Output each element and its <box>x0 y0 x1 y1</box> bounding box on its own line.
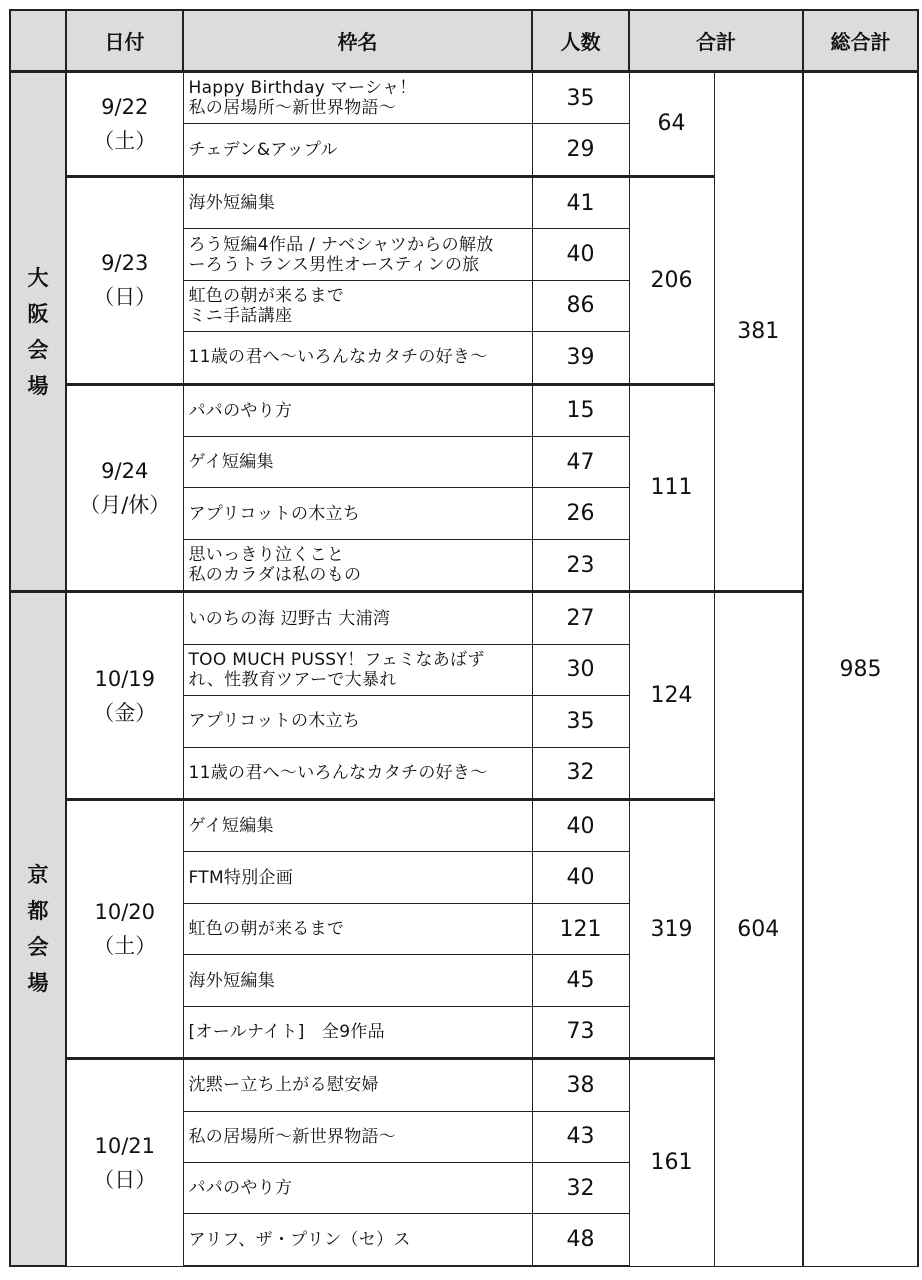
attendance-count: 40 <box>532 229 629 280</box>
venue-char: 会 <box>27 337 49 362</box>
program-title-line: 私の居場所〜新世界物語〜 <box>188 98 397 119</box>
venue-char: 場 <box>27 373 49 398</box>
program-title-line: チェデン&アップル <box>188 139 338 160</box>
header-subtotal: 合計 <box>629 10 803 72</box>
program-title-line: いのちの海 辺野古 大浦湾 <box>188 608 391 629</box>
header-date: 日付 <box>66 10 183 72</box>
attendance-count: 29 <box>532 124 629 176</box>
venue-char: 京 <box>27 863 49 888</box>
header-row <box>10 10 918 72</box>
date-value: 9/22 <box>101 94 149 119</box>
program-title <box>183 1111 532 1162</box>
date-value: 10/20 <box>94 900 156 925</box>
attendance-count: 26 <box>532 488 629 539</box>
program-title <box>183 72 532 124</box>
day-subtotal: 161 <box>629 1059 714 1266</box>
program-title-line: 海外短編集 <box>188 970 275 991</box>
program-title-line: ろう短編4作品 / ナベシャツからの解放 <box>188 234 494 255</box>
program-title-line: [オールナイト] 全9作品 <box>188 1021 385 1042</box>
date-value: 9/24 <box>101 458 149 483</box>
date-cell <box>66 72 183 177</box>
attendance-sheet <box>9 9 917 1267</box>
program-title <box>183 384 532 436</box>
program-title-line: アプリコットの木立ち <box>188 711 361 732</box>
attendance-count: 27 <box>532 592 629 644</box>
program-title-line: 海外短編集 <box>188 193 275 214</box>
program-title-line: 沈黙ー立ち上がる慰安婦 <box>188 1075 379 1096</box>
table-row <box>10 592 918 644</box>
program-title <box>183 539 532 591</box>
venue-total: 381 <box>714 72 803 592</box>
program-title <box>183 1163 532 1214</box>
attendance-count: 73 <box>532 1006 629 1058</box>
venue-char: 阪 <box>27 301 49 326</box>
venue-char: 場 <box>27 971 49 996</box>
program-title-line: 11歳の君へ〜いろんなカタチの好き〜 <box>188 762 488 783</box>
program-title <box>183 644 532 695</box>
header-grand-total: 総合計 <box>803 10 918 72</box>
weekday-value: （土） <box>93 128 157 153</box>
program-title <box>183 176 532 228</box>
program-title <box>183 332 532 384</box>
attendance-count: 32 <box>532 1163 629 1214</box>
program-title <box>183 903 532 954</box>
grand-total-value: 985 <box>803 72 918 1267</box>
program-title-line: 虹色の朝が来るまで <box>188 285 345 306</box>
program-title-line: TOO MUCH PUSSY！フェミなあばず <box>188 649 485 670</box>
header-count: 人数 <box>532 10 629 72</box>
program-title-line: 私のカラダは私のもの <box>188 565 362 586</box>
attendance-count: 86 <box>532 280 629 331</box>
attendance-count: 38 <box>532 1059 629 1111</box>
program-title <box>183 1214 532 1266</box>
program-title <box>183 955 532 1006</box>
day-subtotal: 111 <box>629 384 714 592</box>
date-value: 10/21 <box>94 1133 156 1158</box>
header-blank <box>10 10 66 72</box>
program-title <box>183 437 532 488</box>
program-title <box>183 488 532 539</box>
program-title <box>183 280 532 331</box>
date-cell <box>66 800 183 1059</box>
program-title-line: パパのやり方 <box>188 400 293 421</box>
date-cell <box>66 592 183 800</box>
attendance-count: 40 <box>532 800 629 852</box>
date-value: 9/23 <box>101 251 149 276</box>
program-title-line: アプリコットの木立ち <box>188 503 361 524</box>
program-title-line: ゲイ短編集 <box>188 452 274 473</box>
attendance-count: 32 <box>532 747 629 799</box>
weekday-value: （金） <box>93 700 157 725</box>
attendance-count: 23 <box>532 539 629 591</box>
program-title <box>183 1059 532 1111</box>
table-body <box>10 72 918 1267</box>
attendance-count: 30 <box>532 644 629 695</box>
venue-char: 都 <box>27 899 49 924</box>
day-subtotal: 64 <box>629 72 714 177</box>
program-title <box>183 592 532 644</box>
program-title <box>183 800 532 852</box>
program-title <box>183 852 532 903</box>
day-subtotal: 124 <box>629 592 714 800</box>
attendance-count: 35 <box>532 72 629 124</box>
weekday-value: （土） <box>93 934 157 959</box>
program-title <box>183 696 532 747</box>
program-title-line: れ、性教育ツアーで大暴れ <box>188 669 397 690</box>
weekday-value: （月/休） <box>79 492 171 517</box>
attendance-count: 41 <box>532 176 629 228</box>
program-title <box>183 229 532 280</box>
attendance-count: 35 <box>532 696 629 747</box>
venue-char: 会 <box>27 935 49 960</box>
program-title-line: Happy Birthday マーシャ！ <box>188 78 417 99</box>
program-title-line: アリフ、ザ・プリン（セ）ス <box>188 1229 411 1250</box>
attendance-count: 121 <box>532 903 629 954</box>
table-row <box>10 72 918 124</box>
program-title-line: 11歳の君へ〜いろんなカタチの好き〜 <box>188 347 488 368</box>
date-value: 10/19 <box>94 666 156 691</box>
header-title: 枠名 <box>183 10 532 72</box>
venue-total: 604 <box>714 592 803 1266</box>
program-title-line: ミニ手話講座 <box>188 305 293 326</box>
program-title-line: 私の居場所〜新世界物語〜 <box>188 1126 397 1147</box>
attendance-count: 15 <box>532 384 629 436</box>
day-subtotal: 319 <box>629 800 714 1059</box>
program-title <box>183 124 532 176</box>
program-title-line: ゲイ短編集 <box>188 816 274 837</box>
attendance-count: 45 <box>532 955 629 1006</box>
attendance-count: 40 <box>532 852 629 903</box>
day-subtotal: 206 <box>629 176 714 384</box>
weekday-value: （日） <box>93 1167 157 1192</box>
attendance-count: 43 <box>532 1111 629 1162</box>
program-title-line: ーろうトランス男性オースティンの旅 <box>188 254 480 275</box>
attendance-count: 48 <box>532 1214 629 1266</box>
program-title-line: FTM特別企画 <box>188 867 294 888</box>
program-title-line: パパのやり方 <box>188 1178 293 1199</box>
program-title-line: 虹色の朝が来るまで <box>188 919 345 940</box>
attendance-count: 47 <box>532 437 629 488</box>
attendance-count: 39 <box>532 332 629 384</box>
date-cell <box>66 176 183 384</box>
program-title <box>183 747 532 799</box>
program-title <box>183 1006 532 1058</box>
date-cell <box>66 384 183 592</box>
venue-label <box>10 592 66 1266</box>
program-title-line: 思いっきり泣くこと <box>188 545 345 566</box>
attendance-table <box>9 9 919 1267</box>
venue-char: 大 <box>27 265 49 290</box>
date-cell <box>66 1059 183 1266</box>
weekday-value: （日） <box>93 285 157 310</box>
venue-label <box>10 72 66 592</box>
